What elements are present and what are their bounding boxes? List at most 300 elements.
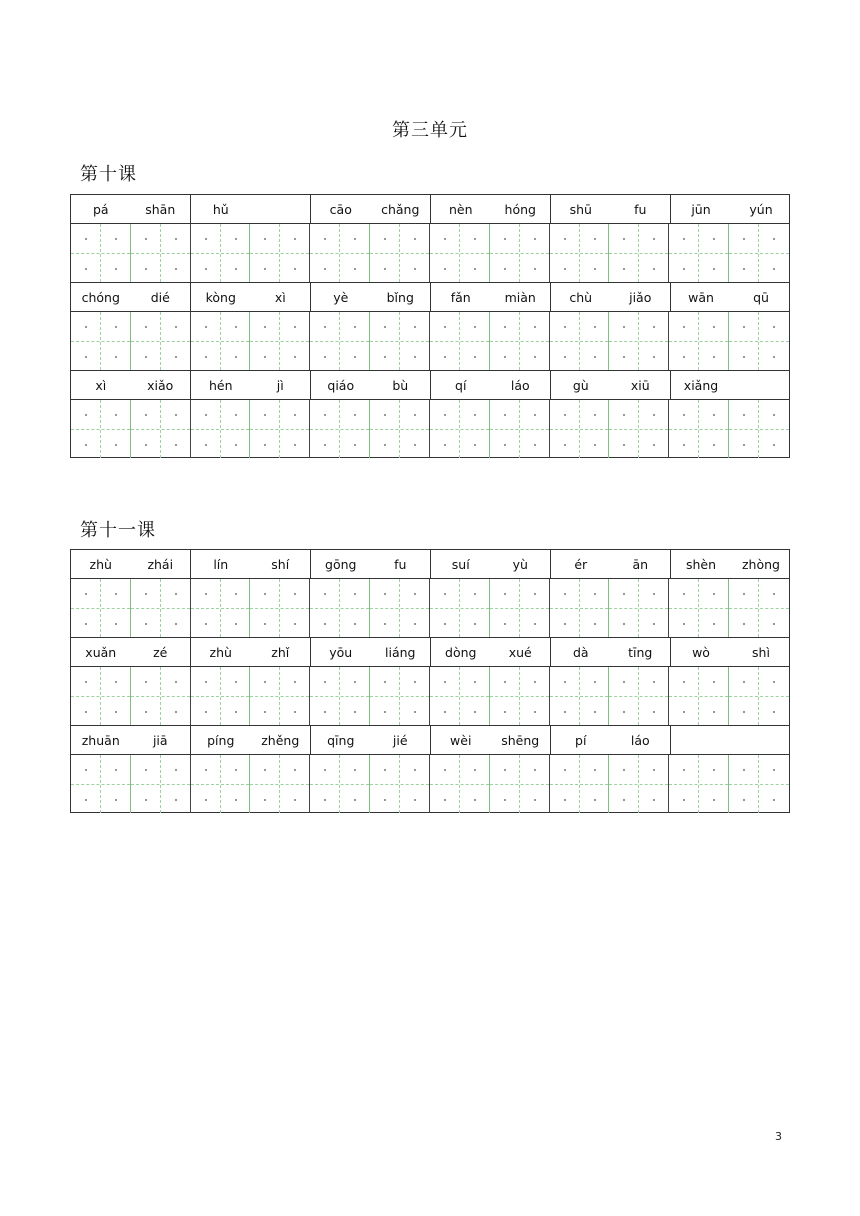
guide-dot: [534, 238, 536, 240]
writing-cell[interactable]: [310, 312, 370, 370]
guide-dot: [773, 238, 775, 240]
pinyin-syllable: jiā: [152, 732, 168, 748]
guide-dot: [653, 623, 655, 625]
guide-dot: [653, 356, 655, 358]
guide-dot: [145, 444, 147, 446]
guide-dot: [474, 711, 476, 713]
writing-cell[interactable]: [131, 400, 191, 458]
word-row-group: [70, 194, 790, 282]
writing-cell[interactable]: [250, 579, 310, 637]
guide-dot: [115, 238, 117, 240]
writing-cell[interactable]: [729, 667, 789, 725]
guide-dot: [534, 444, 536, 446]
guide-dot: [564, 799, 566, 801]
guide-dot: [294, 356, 296, 358]
pinyin-syllable: gōng: [325, 556, 357, 572]
guide-dot: [444, 593, 446, 595]
guide-dot: [653, 444, 655, 446]
pinyin-word: [71, 195, 191, 223]
guide-dot: [594, 356, 596, 358]
writing-grid-row: [70, 400, 790, 458]
guide-dot: [564, 356, 566, 358]
writing-cell[interactable]: [550, 312, 610, 370]
guide-dot: [713, 444, 715, 446]
lesson-title-11: 第十一课: [80, 520, 156, 541]
guide-dot: [264, 593, 266, 595]
guide-dot: [324, 681, 326, 683]
writing-cell[interactable]: [430, 312, 490, 370]
guide-dot: [683, 238, 685, 240]
pinyin-syllable: yún: [749, 201, 773, 217]
pinyin-syllable: dà: [572, 644, 589, 660]
guide-dot: [474, 799, 476, 801]
writing-cell[interactable]: [609, 224, 669, 282]
guide-dot: [713, 238, 715, 240]
writing-cell[interactable]: [250, 667, 310, 725]
guide-dot: [504, 326, 506, 328]
writing-cell[interactable]: [609, 400, 669, 458]
pinyin-syllable: qiáo: [327, 377, 355, 393]
pinyin-syllable: ān: [632, 556, 649, 572]
lesson-10-worksheet: [70, 194, 790, 458]
pinyin-syllable: xiǎo: [147, 377, 174, 393]
guide-dot: [713, 799, 715, 801]
guide-dot: [324, 268, 326, 270]
writing-cell[interactable]: [131, 667, 191, 725]
writing-cell[interactable]: [191, 755, 251, 813]
writing-cell[interactable]: [609, 579, 669, 637]
guide-dot: [444, 326, 446, 328]
pinyin-syllable: yè: [333, 289, 349, 305]
guide-dot: [205, 799, 207, 801]
pinyin-word: [551, 371, 671, 399]
writing-cell[interactable]: [609, 312, 669, 370]
guide-dot: [623, 238, 625, 240]
guide-dot: [235, 799, 237, 801]
lesson-title-10: 第十课: [80, 164, 137, 185]
guide-dot: [384, 769, 386, 771]
writing-grid-row: [70, 755, 790, 813]
guide-dot: [264, 326, 266, 328]
writing-cell[interactable]: [250, 755, 310, 813]
writing-cell[interactable]: [71, 579, 131, 637]
pinyin-syllable: pí: [575, 732, 587, 748]
guide-dot: [294, 326, 296, 328]
writing-cell[interactable]: [71, 400, 131, 458]
guide-dot: [205, 593, 207, 595]
guide-dot: [623, 769, 625, 771]
guide-dot: [504, 711, 506, 713]
guide-dot: [594, 238, 596, 240]
word-row-group: [70, 637, 790, 725]
pinyin-syllable: wān: [688, 289, 714, 305]
guide-dot: [115, 268, 117, 270]
pinyin-word: [191, 638, 311, 666]
guide-dot: [175, 681, 177, 683]
writing-cell[interactable]: [370, 312, 430, 370]
guide-dot: [205, 623, 207, 625]
pinyin-syllable: chǎng: [381, 201, 420, 217]
writing-cell[interactable]: [430, 579, 490, 637]
guide-dot: [354, 238, 356, 240]
guide-dot: [534, 414, 536, 416]
pinyin-syllable: liáng: [385, 644, 416, 660]
writing-cell[interactable]: [550, 667, 610, 725]
pinyin-syllable: láo: [510, 377, 530, 393]
guide-dot: [354, 444, 356, 446]
writing-cell[interactable]: [550, 400, 610, 458]
writing-cell[interactable]: [550, 224, 610, 282]
guide-dot: [235, 711, 237, 713]
writing-cell[interactable]: [609, 755, 669, 813]
guide-dot: [564, 593, 566, 595]
writing-cell[interactable]: [71, 755, 131, 813]
guide-dot: [773, 711, 775, 713]
guide-dot: [324, 414, 326, 416]
pinyin-row: [70, 549, 790, 579]
guide-dot: [414, 681, 416, 683]
pinyin-syllable: láo: [630, 732, 650, 748]
pinyin-word: [431, 371, 551, 399]
guide-dot: [294, 711, 296, 713]
guide-dot: [504, 623, 506, 625]
guide-dot: [85, 799, 87, 801]
guide-dot: [713, 326, 715, 328]
guide-dot: [683, 268, 685, 270]
guide-dot: [85, 268, 87, 270]
writing-cell[interactable]: [250, 312, 310, 370]
writing-cell[interactable]: [490, 667, 550, 725]
guide-dot: [623, 593, 625, 595]
guide-dot: [175, 593, 177, 595]
pinyin-syllable: dié: [150, 289, 170, 305]
guide-dot: [773, 414, 775, 416]
guide-dot: [564, 414, 566, 416]
pinyin-word: [311, 371, 431, 399]
pinyin-word: [671, 550, 791, 578]
pinyin-word: [551, 550, 671, 578]
guide-dot: [175, 238, 177, 240]
guide-dot: [713, 769, 715, 771]
pinyin-syllable: shēng: [501, 732, 540, 748]
writing-cell[interactable]: [729, 224, 789, 282]
writing-cell[interactable]: [131, 579, 191, 637]
writing-cell[interactable]: [669, 400, 729, 458]
guide-dot: [444, 444, 446, 446]
writing-cell[interactable]: [191, 400, 251, 458]
guide-dot: [264, 769, 266, 771]
guide-dot: [115, 356, 117, 358]
writing-cell[interactable]: [430, 755, 490, 813]
guide-dot: [264, 711, 266, 713]
writing-cell[interactable]: [729, 579, 789, 637]
guide-dot: [294, 238, 296, 240]
pinyin-syllable: yù: [512, 556, 528, 572]
writing-cell[interactable]: [669, 224, 729, 282]
guide-dot: [414, 444, 416, 446]
writing-cell[interactable]: [310, 400, 370, 458]
guide-dot: [504, 593, 506, 595]
writing-cell[interactable]: [131, 312, 191, 370]
pinyin-word: [671, 283, 791, 311]
guide-dot: [175, 268, 177, 270]
guide-dot: [594, 711, 596, 713]
writing-cell[interactable]: [550, 579, 610, 637]
guide-dot: [474, 593, 476, 595]
guide-dot: [594, 799, 596, 801]
pinyin-syllable: chóng: [81, 289, 120, 305]
guide-dot: [384, 799, 386, 801]
guide-dot: [713, 356, 715, 358]
pinyin-word: [311, 550, 431, 578]
guide-dot: [444, 414, 446, 416]
guide-dot: [474, 238, 476, 240]
guide-dot: [175, 444, 177, 446]
pinyin-syllable: zé: [153, 644, 168, 660]
pinyin-syllable: xiǎng: [683, 377, 719, 393]
guide-dot: [324, 769, 326, 771]
guide-dot: [264, 681, 266, 683]
page-number: 3: [775, 1130, 782, 1143]
guide-dot: [175, 711, 177, 713]
pinyin-row: [70, 637, 790, 667]
writing-cell[interactable]: [490, 755, 550, 813]
guide-dot: [354, 414, 356, 416]
writing-cell[interactable]: [250, 224, 310, 282]
guide-dot: [683, 623, 685, 625]
guide-dot: [414, 238, 416, 240]
pinyin-word: [191, 283, 311, 311]
guide-dot: [354, 326, 356, 328]
guide-dot: [504, 769, 506, 771]
guide-dot: [713, 681, 715, 683]
writing-cell[interactable]: [729, 755, 789, 813]
guide-dot: [534, 711, 536, 713]
guide-dot: [534, 799, 536, 801]
writing-cell[interactable]: [310, 755, 370, 813]
guide-dot: [594, 444, 596, 446]
pinyin-word: [431, 550, 551, 578]
pinyin-row: [70, 370, 790, 400]
writing-cell[interactable]: [310, 667, 370, 725]
guide-dot: [773, 623, 775, 625]
writing-cell[interactable]: [191, 224, 251, 282]
guide-dot: [743, 681, 745, 683]
writing-cell[interactable]: [490, 579, 550, 637]
guide-dot: [145, 268, 147, 270]
pinyin-word: [191, 726, 311, 754]
pinyin-syllable: kòng: [205, 289, 236, 305]
pinyin-syllable: zhǐ: [271, 644, 290, 660]
pinyin-syllable: zhòng: [742, 556, 780, 572]
writing-cell[interactable]: [490, 312, 550, 370]
guide-dot: [235, 268, 237, 270]
guide-dot: [354, 681, 356, 683]
guide-dot: [683, 711, 685, 713]
writing-grid-row: [70, 667, 790, 725]
pinyin-word: [671, 638, 791, 666]
pinyin-word: [311, 726, 431, 754]
writing-cell[interactable]: [490, 224, 550, 282]
guide-dot: [743, 356, 745, 358]
pinyin-syllable: zhuān: [81, 732, 120, 748]
writing-cell[interactable]: [669, 755, 729, 813]
pinyin-row: [70, 194, 790, 224]
pinyin-syllable: dòng: [445, 644, 477, 660]
guide-dot: [354, 356, 356, 358]
guide-dot: [384, 623, 386, 625]
guide-dot: [264, 444, 266, 446]
guide-dot: [653, 681, 655, 683]
writing-cell[interactable]: [490, 400, 550, 458]
guide-dot: [474, 623, 476, 625]
guide-dot: [85, 681, 87, 683]
guide-dot: [534, 681, 536, 683]
writing-cell[interactable]: [370, 224, 430, 282]
guide-dot: [294, 799, 296, 801]
writing-cell[interactable]: [729, 400, 789, 458]
guide-dot: [145, 769, 147, 771]
pinyin-syllable: zhěng: [261, 732, 300, 748]
guide-dot: [534, 769, 536, 771]
guide-dot: [504, 356, 506, 358]
pinyin-word: [551, 638, 671, 666]
writing-cell[interactable]: [310, 224, 370, 282]
lesson-11-worksheet: [70, 549, 790, 813]
guide-dot: [145, 623, 147, 625]
pinyin-syllable: jì: [276, 377, 284, 393]
writing-cell[interactable]: [370, 400, 430, 458]
guide-dot: [85, 593, 87, 595]
guide-dot: [205, 238, 207, 240]
guide-dot: [773, 593, 775, 595]
writing-cell[interactable]: [310, 579, 370, 637]
guide-dot: [444, 238, 446, 240]
pinyin-syllable: xiū: [630, 377, 650, 393]
writing-cell[interactable]: [729, 312, 789, 370]
writing-cell[interactable]: [669, 579, 729, 637]
guide-dot: [354, 623, 356, 625]
guide-dot: [773, 681, 775, 683]
guide-dot: [294, 444, 296, 446]
writing-cell[interactable]: [370, 667, 430, 725]
writing-cell[interactable]: [370, 755, 430, 813]
guide-dot: [653, 799, 655, 801]
pinyin-word: [191, 371, 311, 399]
guide-dot: [115, 769, 117, 771]
pinyin-syllable: fu: [634, 201, 647, 217]
writing-cell[interactable]: [191, 312, 251, 370]
pinyin-syllable: bǐng: [386, 289, 414, 305]
guide-dot: [235, 444, 237, 446]
word-row-group: [70, 725, 790, 813]
writing-cell[interactable]: [430, 224, 490, 282]
guide-dot: [115, 799, 117, 801]
writing-cell[interactable]: [71, 667, 131, 725]
pinyin-word: [551, 283, 671, 311]
guide-dot: [444, 268, 446, 270]
writing-cell[interactable]: [550, 755, 610, 813]
guide-dot: [294, 681, 296, 683]
guide-dot: [384, 356, 386, 358]
pinyin-syllable: chù: [569, 289, 593, 305]
pinyin-word: [71, 371, 191, 399]
pinyin-syllable: zhù: [89, 556, 112, 572]
pinyin-syllable: xuǎn: [85, 644, 117, 660]
guide-dot: [115, 444, 117, 446]
guide-dot: [264, 356, 266, 358]
guide-dot: [743, 593, 745, 595]
writing-cell[interactable]: [370, 579, 430, 637]
writing-cell[interactable]: [430, 667, 490, 725]
writing-cell[interactable]: [71, 312, 131, 370]
writing-cell[interactable]: [131, 224, 191, 282]
guide-dot: [145, 326, 147, 328]
guide-dot: [683, 769, 685, 771]
pinyin-word: [671, 371, 791, 399]
pinyin-syllable: pá: [92, 201, 109, 217]
guide-dot: [115, 623, 117, 625]
pinyin-syllable: gù: [572, 377, 589, 393]
guide-dot: [773, 326, 775, 328]
guide-dot: [294, 769, 296, 771]
guide-dot: [713, 711, 715, 713]
guide-dot: [713, 593, 715, 595]
guide-dot: [444, 623, 446, 625]
pinyin-word: [311, 195, 431, 223]
writing-cell[interactable]: [609, 667, 669, 725]
guide-dot: [444, 356, 446, 358]
guide-dot: [235, 681, 237, 683]
guide-dot: [85, 326, 87, 328]
guide-dot: [653, 711, 655, 713]
writing-cell[interactable]: [669, 667, 729, 725]
pinyin-word: [71, 283, 191, 311]
guide-dot: [354, 769, 356, 771]
guide-dot: [294, 593, 296, 595]
guide-dot: [414, 326, 416, 328]
writing-cell[interactable]: [191, 667, 251, 725]
guide-dot: [743, 769, 745, 771]
pinyin-syllable: hóng: [504, 201, 536, 217]
unit-title: 第三单元: [392, 120, 468, 141]
guide-dot: [145, 799, 147, 801]
writing-cell[interactable]: [131, 755, 191, 813]
writing-cell[interactable]: [430, 400, 490, 458]
writing-cell[interactable]: [191, 579, 251, 637]
writing-grid-row: [70, 579, 790, 637]
guide-dot: [653, 268, 655, 270]
pinyin-syllable: qīng: [327, 732, 355, 748]
guide-dot: [85, 623, 87, 625]
guide-dot: [743, 444, 745, 446]
pinyin-word: [311, 283, 431, 311]
guide-dot: [773, 444, 775, 446]
writing-cell[interactable]: [71, 224, 131, 282]
guide-dot: [414, 593, 416, 595]
pinyin-word: [551, 726, 671, 754]
guide-dot: [773, 799, 775, 801]
pinyin-syllable: qí: [455, 377, 467, 393]
pinyin-syllable: jiǎo: [629, 289, 652, 305]
writing-cell[interactable]: [669, 312, 729, 370]
guide-dot: [653, 326, 655, 328]
pinyin-word: [551, 195, 671, 223]
writing-cell[interactable]: [250, 400, 310, 458]
pinyin-syllable: xì: [274, 289, 286, 305]
guide-dot: [354, 711, 356, 713]
pinyin-syllable: hén: [208, 377, 233, 393]
